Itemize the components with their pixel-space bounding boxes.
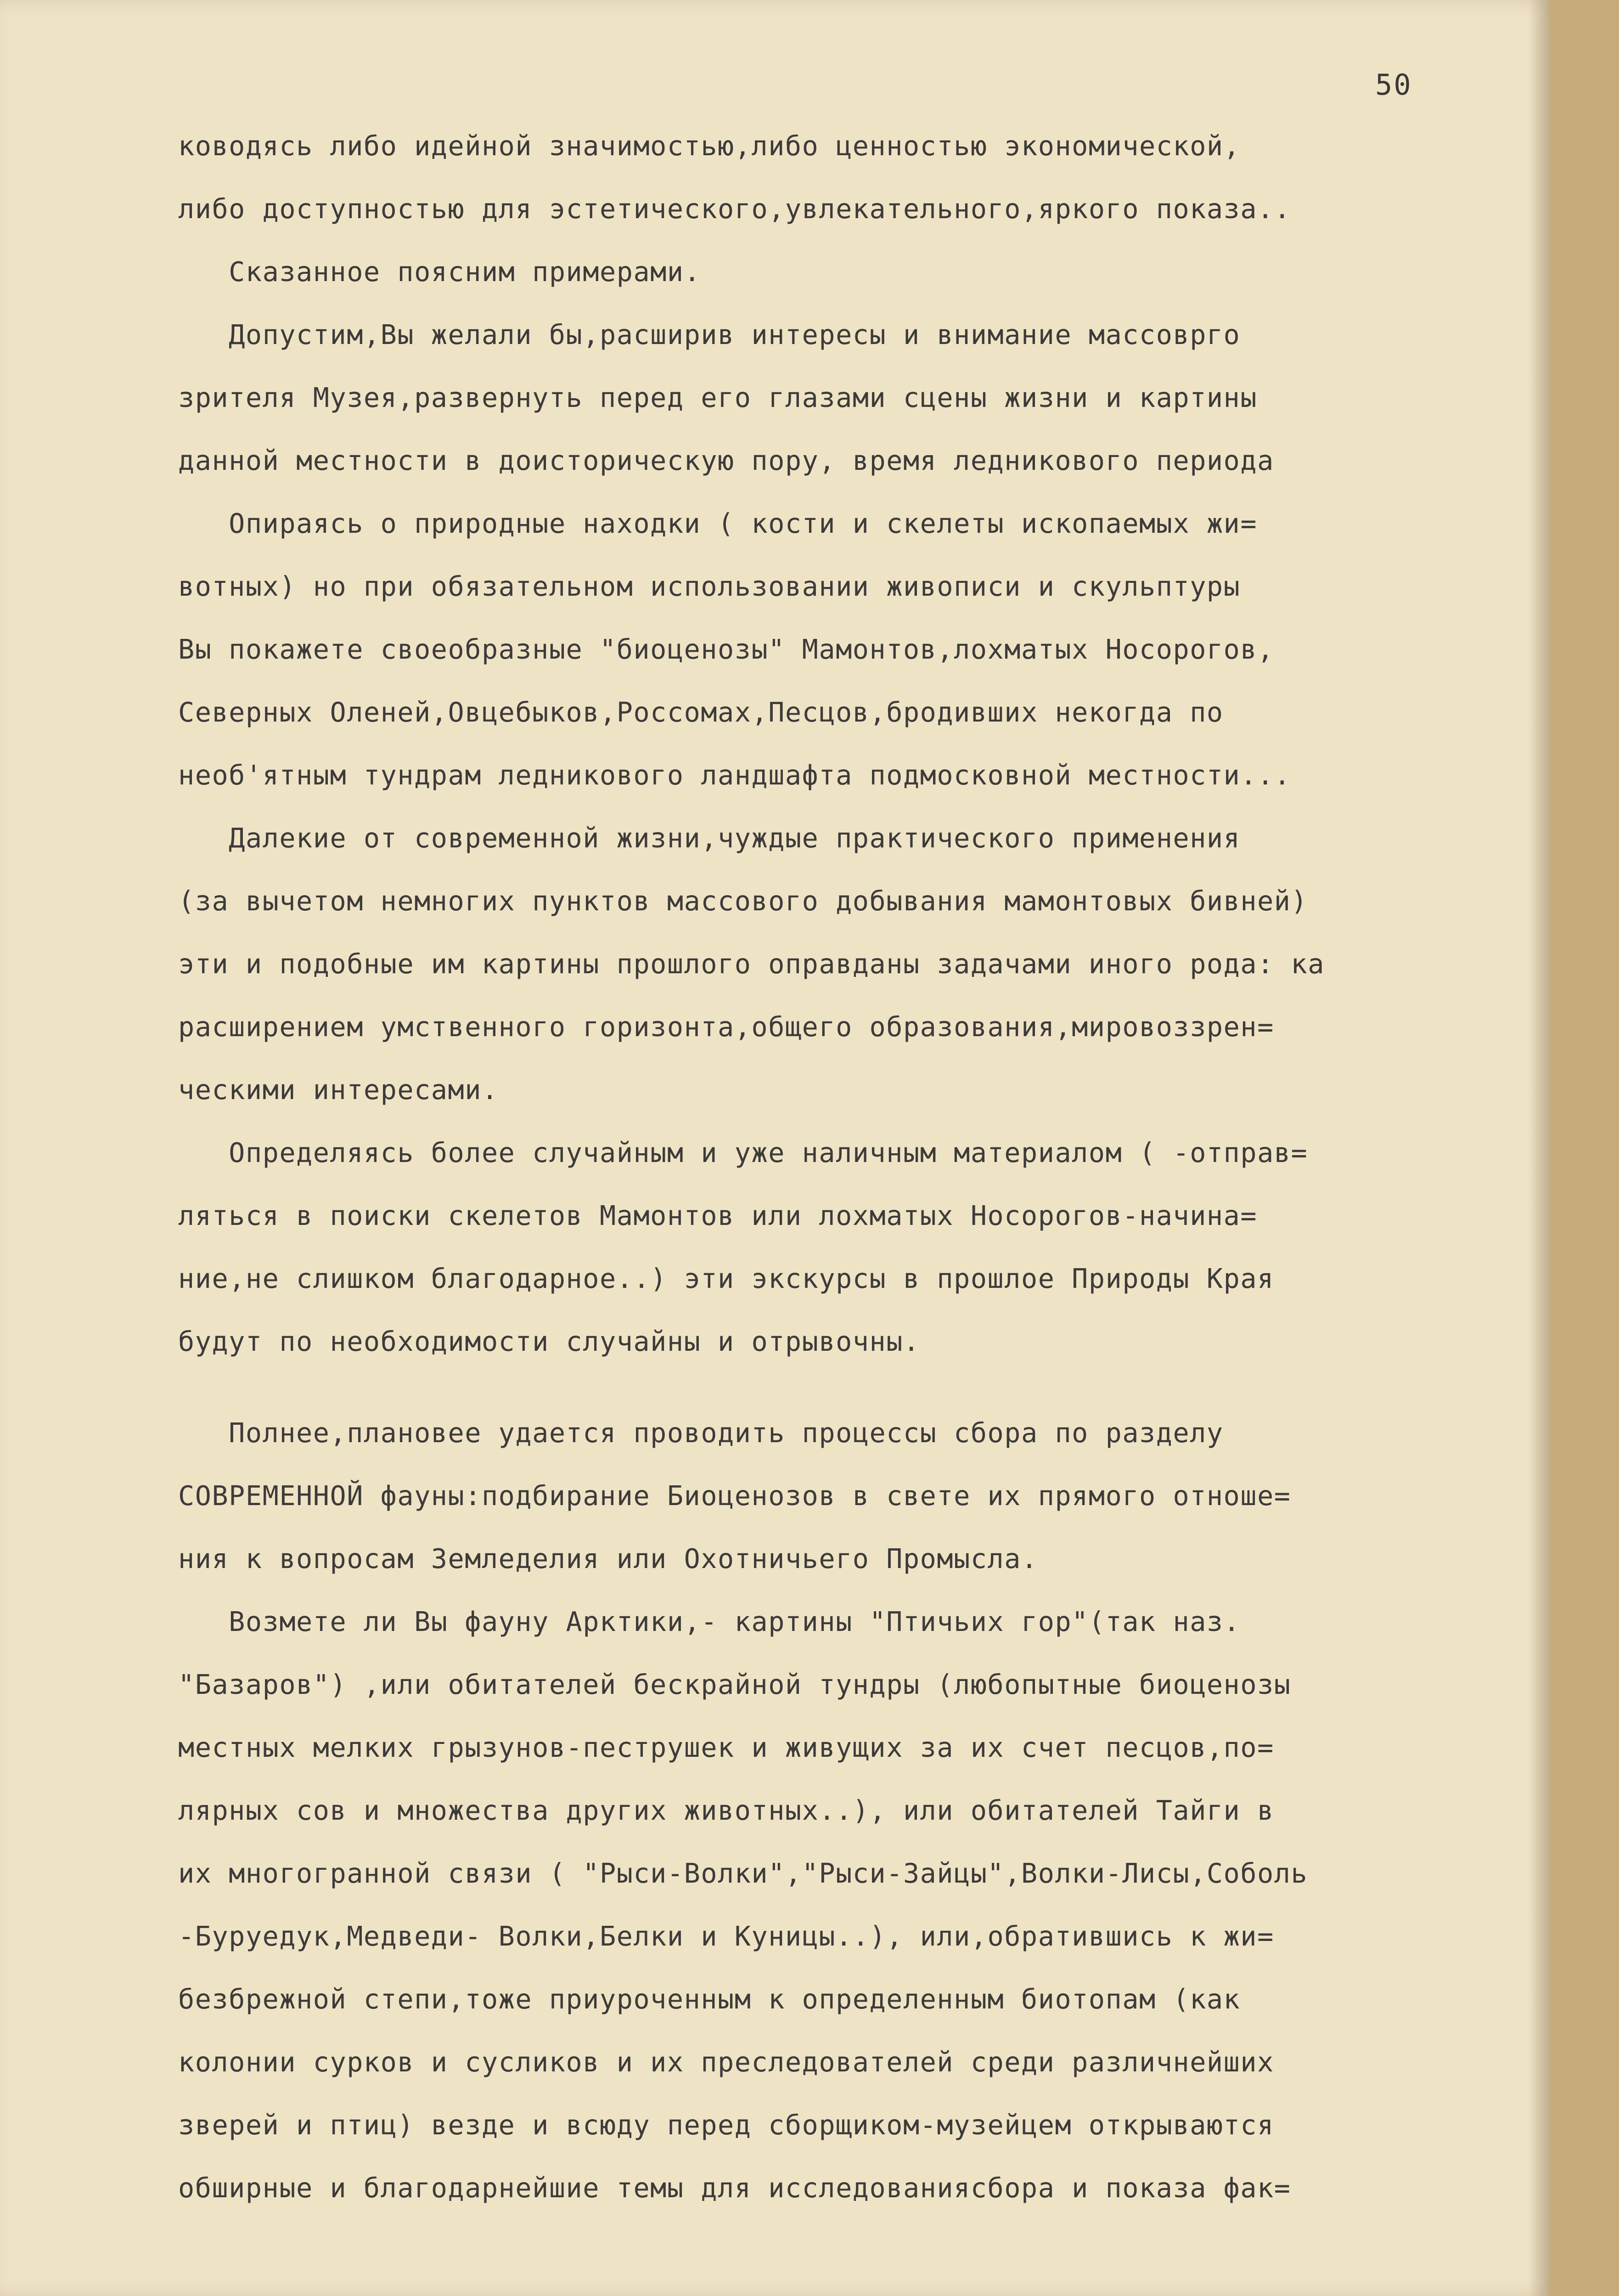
text-line: Опираясь о природные находки ( кости и скелеты ископаемых жи= bbox=[178, 508, 1258, 539]
text-line: -Буруедук,Медведи- Волки,Белки и Куницы..), или,обратившись к жи= bbox=[178, 1921, 1274, 1952]
text-line: ляться в поиски скелетов Мамонтов или лохматых Носорогов-начина= bbox=[178, 1200, 1258, 1231]
paragraph-gap bbox=[178, 1373, 1537, 1402]
binding-backing bbox=[1550, 0, 1619, 2296]
text-line: Северных Оленей,Овцебыков,Россомах,Песцов,бродивших некогда по bbox=[178, 697, 1224, 728]
text-line: Определяясь более случайным и уже наличным материалом ( -отправ= bbox=[178, 1137, 1308, 1168]
text-line: Допустим,Вы желали бы,расширив интересы и внимание массоврго bbox=[178, 319, 1241, 350]
text-line: ководясь либо идейной значимостью,либо ценностью экономической, bbox=[178, 130, 1241, 162]
text-line: либо доступностью для эстетического,увлекательного,яркого показа.. bbox=[178, 193, 1291, 225]
text-line: лярных сов и множества других животных..), или обитателей Тайги в bbox=[178, 1795, 1274, 1826]
text-line: местных мелких грызунов-пеструшек и живущих за их счет песцов,по= bbox=[178, 1732, 1274, 1763]
text-line: необ'ятным тундрам ледникового ландшафта подмосковной местности... bbox=[178, 760, 1291, 791]
text-line: их многогранной связи ( "Рыси-Волки","Рыси-Зайцы",Волки-Лисы,Соболь bbox=[178, 1858, 1308, 1889]
text-line: ния к вопросам Земледелия или Охотничьего Промысла. bbox=[178, 1543, 1038, 1574]
text-line: зверей и птиц) везде и всюду перед сборщиком-музейцем открываются bbox=[178, 2110, 1274, 2141]
text-line: вотных) но при обязательном использовании живописи и скульптуры bbox=[178, 571, 1241, 602]
text-line: (за вычетом немногих пунктов массового добывания мамонтовых бивней) bbox=[178, 886, 1308, 917]
text-line: колонии сурков и сусликов и их преследователей среди различнейших bbox=[178, 2047, 1274, 2078]
text-line: "Базаров") ,или обитателей бескрайной тундры (любопытные биоценозы bbox=[178, 1669, 1291, 1700]
page-number: 50 bbox=[1375, 68, 1412, 102]
text-line: Возмете ли Вы фауну Арктики,- картины "Птичьих гор"(так наз. bbox=[178, 1606, 1241, 1637]
text-line: расширением умственного горизонта,общего образования,мировоззрен= bbox=[178, 1011, 1274, 1043]
text-line: будут по необходимости случайны и отрывочны. bbox=[178, 1326, 920, 1357]
text-line: ческими интересами. bbox=[178, 1074, 499, 1106]
text-line: СОВРЕМЕННОЙ фауны:подбирание Биоценозов в свете их прямого отноше= bbox=[178, 1480, 1291, 1512]
body-text bbox=[178, 115, 1537, 2220]
text-line: Вы покажете своеобразные "биоценозы" Мамонтов,лохматых Носорогов, bbox=[178, 634, 1274, 665]
text-line: Далекие от современной жизни,чуждые практического применения bbox=[178, 823, 1241, 854]
text-line: безбрежной степи,тоже приуроченным к определенным биотопам (как bbox=[178, 1984, 1241, 2015]
text-line: Сказанное поясним примерами. bbox=[178, 256, 701, 288]
text-line: эти и подобные им картины прошлого оправданы задачами иного рода: ка bbox=[178, 948, 1325, 980]
text-line: ние,не слишком благодарное..) эти экскурсы в прошлое Природы Края bbox=[178, 1263, 1274, 1294]
text-line: обширные и благодарнейшие темы для исследованиясбора и показа фак= bbox=[178, 2172, 1291, 2204]
text-line: данной местности в доисторическую пору, время ледникового периода bbox=[178, 445, 1274, 476]
text-line: Полнее,плановее удается проводить процессы сбора по разделу bbox=[178, 1417, 1224, 1449]
text-line: зрителя Музея,развернуть перед его глазами сцены жизни и картины bbox=[178, 382, 1258, 413]
